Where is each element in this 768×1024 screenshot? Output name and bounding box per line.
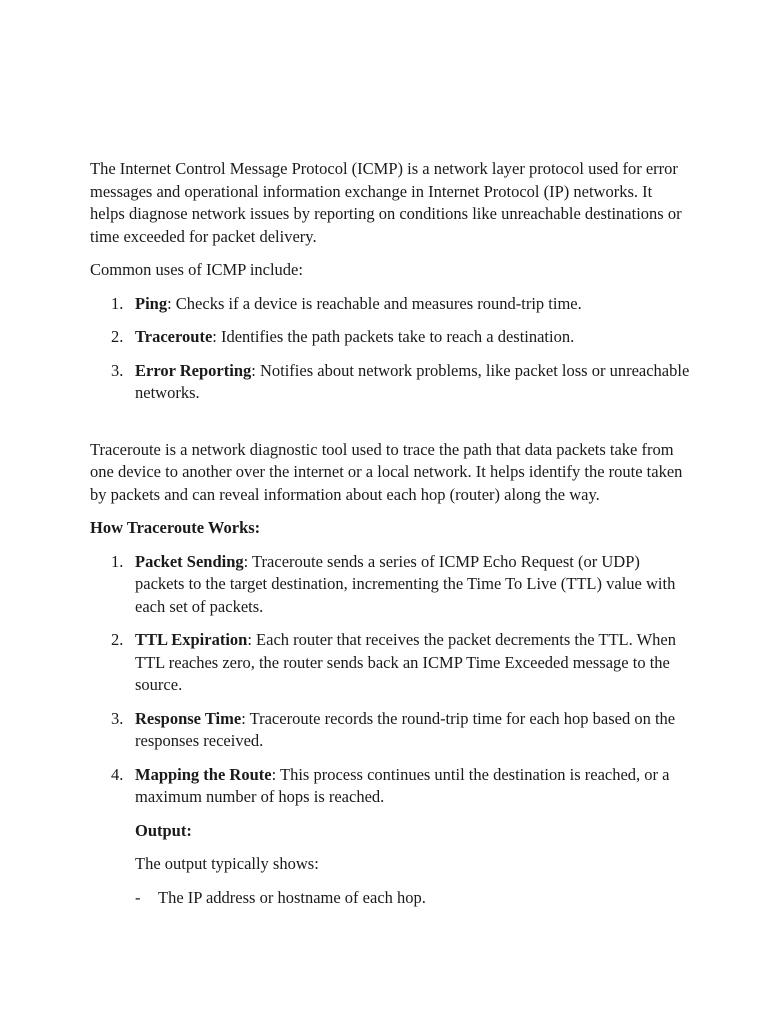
list-term: Packet Sending [135, 551, 244, 571]
icmp-uses-list [90, 293, 690, 405]
list-desc: : Checks if a device is reachable and measures round-trip time. [167, 293, 582, 313]
list-term: Error Reporting [135, 360, 252, 380]
list-number: 2. [111, 630, 124, 649]
output-item-text: The IP address or hostname of each hop. [158, 887, 426, 907]
output-intro: The output typically shows: [135, 854, 319, 873]
list-number: 4. [111, 764, 124, 784]
list-desc: : Traceroute records the round-trip time for each hop based on the responses received. [135, 708, 676, 750]
traceroute-paragraph: Traceroute is a network diagnostic tool used to trace the path that data packets take from one device to another over the internet or a local network. It helps identify the route taken by packets and can reveal information about each hop (router) along the way. [90, 439, 683, 504]
list-desc: : Notifies about network problems, like packet loss or unreachable networks. [135, 360, 690, 402]
traceroute-steps-list [90, 551, 690, 809]
list-desc: : Each router that receives the packet decrements the TTL. When TTL reaches zero, the router sends back an ICMP Time Exceeded message to the source. [135, 630, 676, 694]
list-number: 1. [111, 551, 124, 571]
list-number: 3. [111, 708, 124, 728]
list-number: 1. [111, 293, 124, 313]
how-traceroute-heading [90, 517, 690, 540]
output-list-item [90, 887, 690, 910]
icmp-uses-heading: Common uses of ICMP include: [90, 260, 303, 279]
how-traceroute-heading-text: How Traceroute Works: [90, 518, 261, 537]
list-term: Mapping the Route [135, 764, 272, 784]
list-desc: : Traceroute sends a series of ICMP Echo Request (or UDP) packets to the target destination, incrementing the Time To Live (TTL) value with each set of packets. [135, 551, 676, 616]
output-heading-text: Output: [135, 820, 192, 840]
document-body [90, 158, 690, 909]
list-item [90, 629, 690, 697]
list-number: 3. [111, 360, 124, 380]
list-desc: : Identifies the path packets take to reach a destination. [212, 327, 575, 346]
list-term: Ping [135, 293, 168, 313]
list-number: 2. [111, 327, 124, 346]
icmp-intro-paragraph: The Internet Control Message Protocol (ICMP) is a network layer protocol used for error messages and operational information exchange in Internet Protocol (IP) networks. It helps diagnose network issues by reporting on conditions like unreachable destinations or time exceeded for packet delivery. [90, 159, 682, 246]
list-term: Traceroute [135, 327, 213, 346]
list-item [90, 326, 690, 349]
list-term: TTL Expiration [135, 630, 248, 649]
list-item [90, 764, 690, 809]
output-heading [135, 820, 690, 843]
list-item [90, 293, 690, 316]
list-item [90, 551, 690, 619]
output-section [90, 820, 690, 876]
list-term: Response Time [135, 708, 242, 728]
list-item [90, 708, 690, 753]
dash-marker: - [135, 887, 141, 907]
list-desc: : This process continues until the destination is reached, or a maximum number of hops is reached. [135, 764, 670, 806]
list-item [90, 360, 690, 405]
